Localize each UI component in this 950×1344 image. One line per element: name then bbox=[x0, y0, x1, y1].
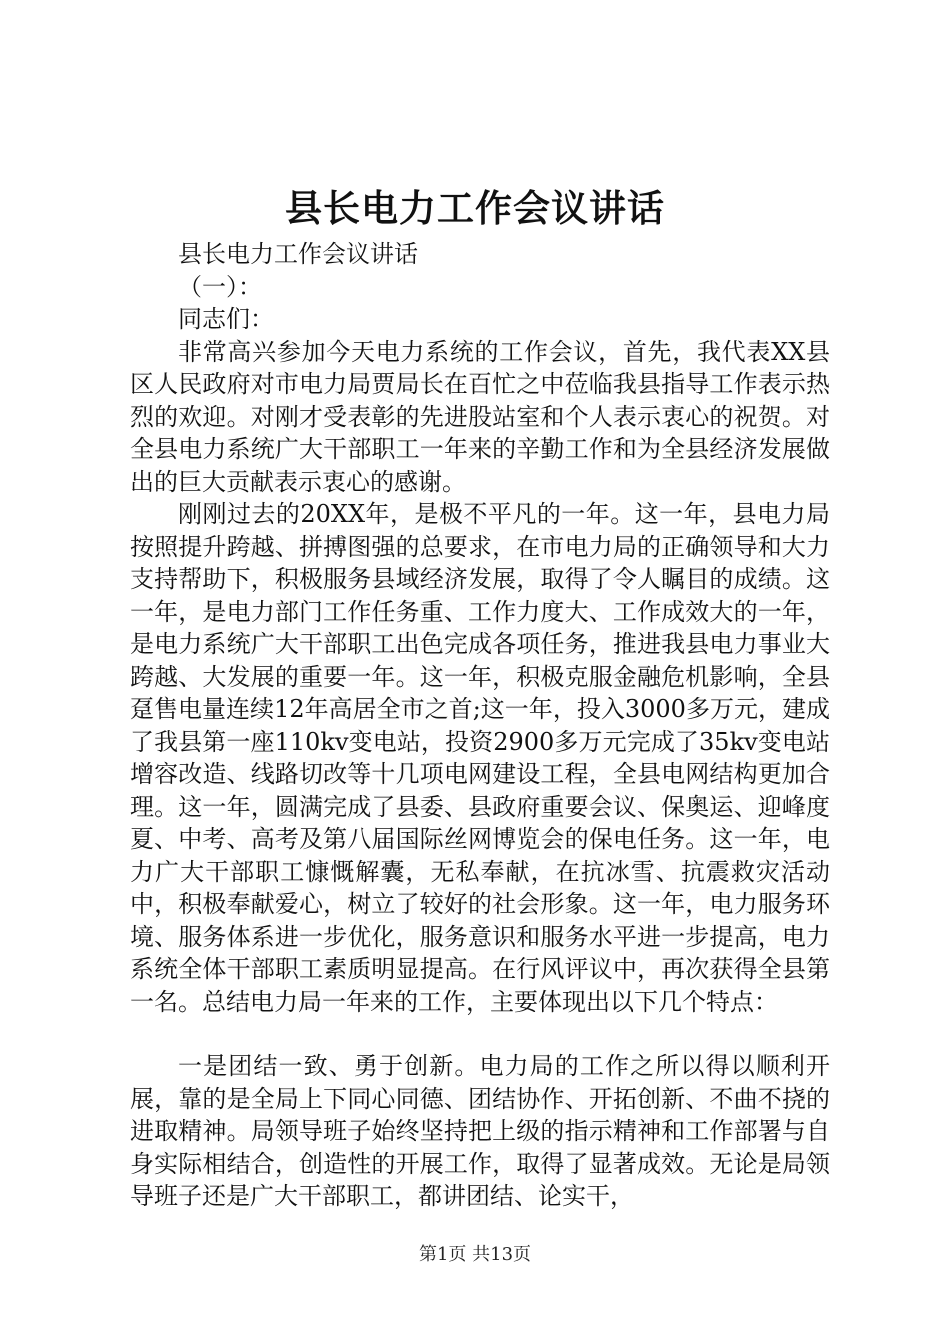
paragraph: 非常高兴参加今天电力系统的工作会议，首先，我代表XX县区人民政府对市电力局贾局长在百忙之中莅临我县指导工作表示热烈的欢迎。对刚才受表彰的先进股站室和个人表示衷心的祝贺。对全县电力系统广大干部职工一年来的辛勤工作和为全县经济发展做出的巨大贡献表示衷心的感谢。 bbox=[130, 337, 830, 496]
subtitle-line: 县长电力工作会议讲话 bbox=[178, 240, 418, 268]
paragraph: 刚刚过去的20XX年，是极不平凡的一年。这一年，县电力局按照提升跨越、拼搏图强的总要求，在市电力局的正确领导和大力支持帮助下，积极服务县域经济发展，取得了令人瞩目的成绩。这一年，是电力部门工作任务重、工作力度大、工作成效大的一年，是电力系统广大干部职工出色完成各项任务，推进我县电力事业大跨越、大发展的重要一年。这一年，积极克服金融危机影响，全县趸售电量连续12年高居全市之首;这一年，投入3000多万元，建成了我县第一座110kv变电站，投资2900多万元完成了35kv变电站增容改造、线路切改等十几项电网建设工程，全县电网结构更加合理。这一年，圆满完成了县委、县政府重要会议、保奥运、迎峰度夏、中考、高考及第八届国际丝网博览会的保电任务。这一年，电力广大干部职工慷慨解囊，无私奉献，在抗冰雪、抗震救灾活动中，积极奉献爱心，树立了较好的社会形象。这一年，电力服务环境、服务体系进一步优化，服务意识和服务水平进一步提高，电力系统全体干部职工素质明显提高。在行风评议中，再次获得全县第一名。总结电力局一年来的工作，主要体现出以下几个特点： bbox=[130, 500, 830, 1016]
paragraph-gap bbox=[130, 1018, 830, 1050]
document-body bbox=[130, 238, 830, 1213]
salutation: 同志们： bbox=[178, 305, 274, 333]
section-marker: （一）： bbox=[178, 272, 262, 301]
page-title: 县长电力工作会议讲话 bbox=[285, 186, 665, 230]
paragraph: 一是团结一致、勇于创新。电力局的工作之所以得以顺利开展，靠的是全局上下同心同德、团结协作、开拓创新、不曲不挠的进取精神。局领导班子始终坚持把上级的指示精神和工作部署与自身实际相结合，创造性的开展工作，取得了显著成效。无论是局领导班子还是广大干部职工，都讲团结、论实干， bbox=[130, 1052, 830, 1210]
page-footer: 第1页 共13页 bbox=[418, 1244, 532, 1265]
